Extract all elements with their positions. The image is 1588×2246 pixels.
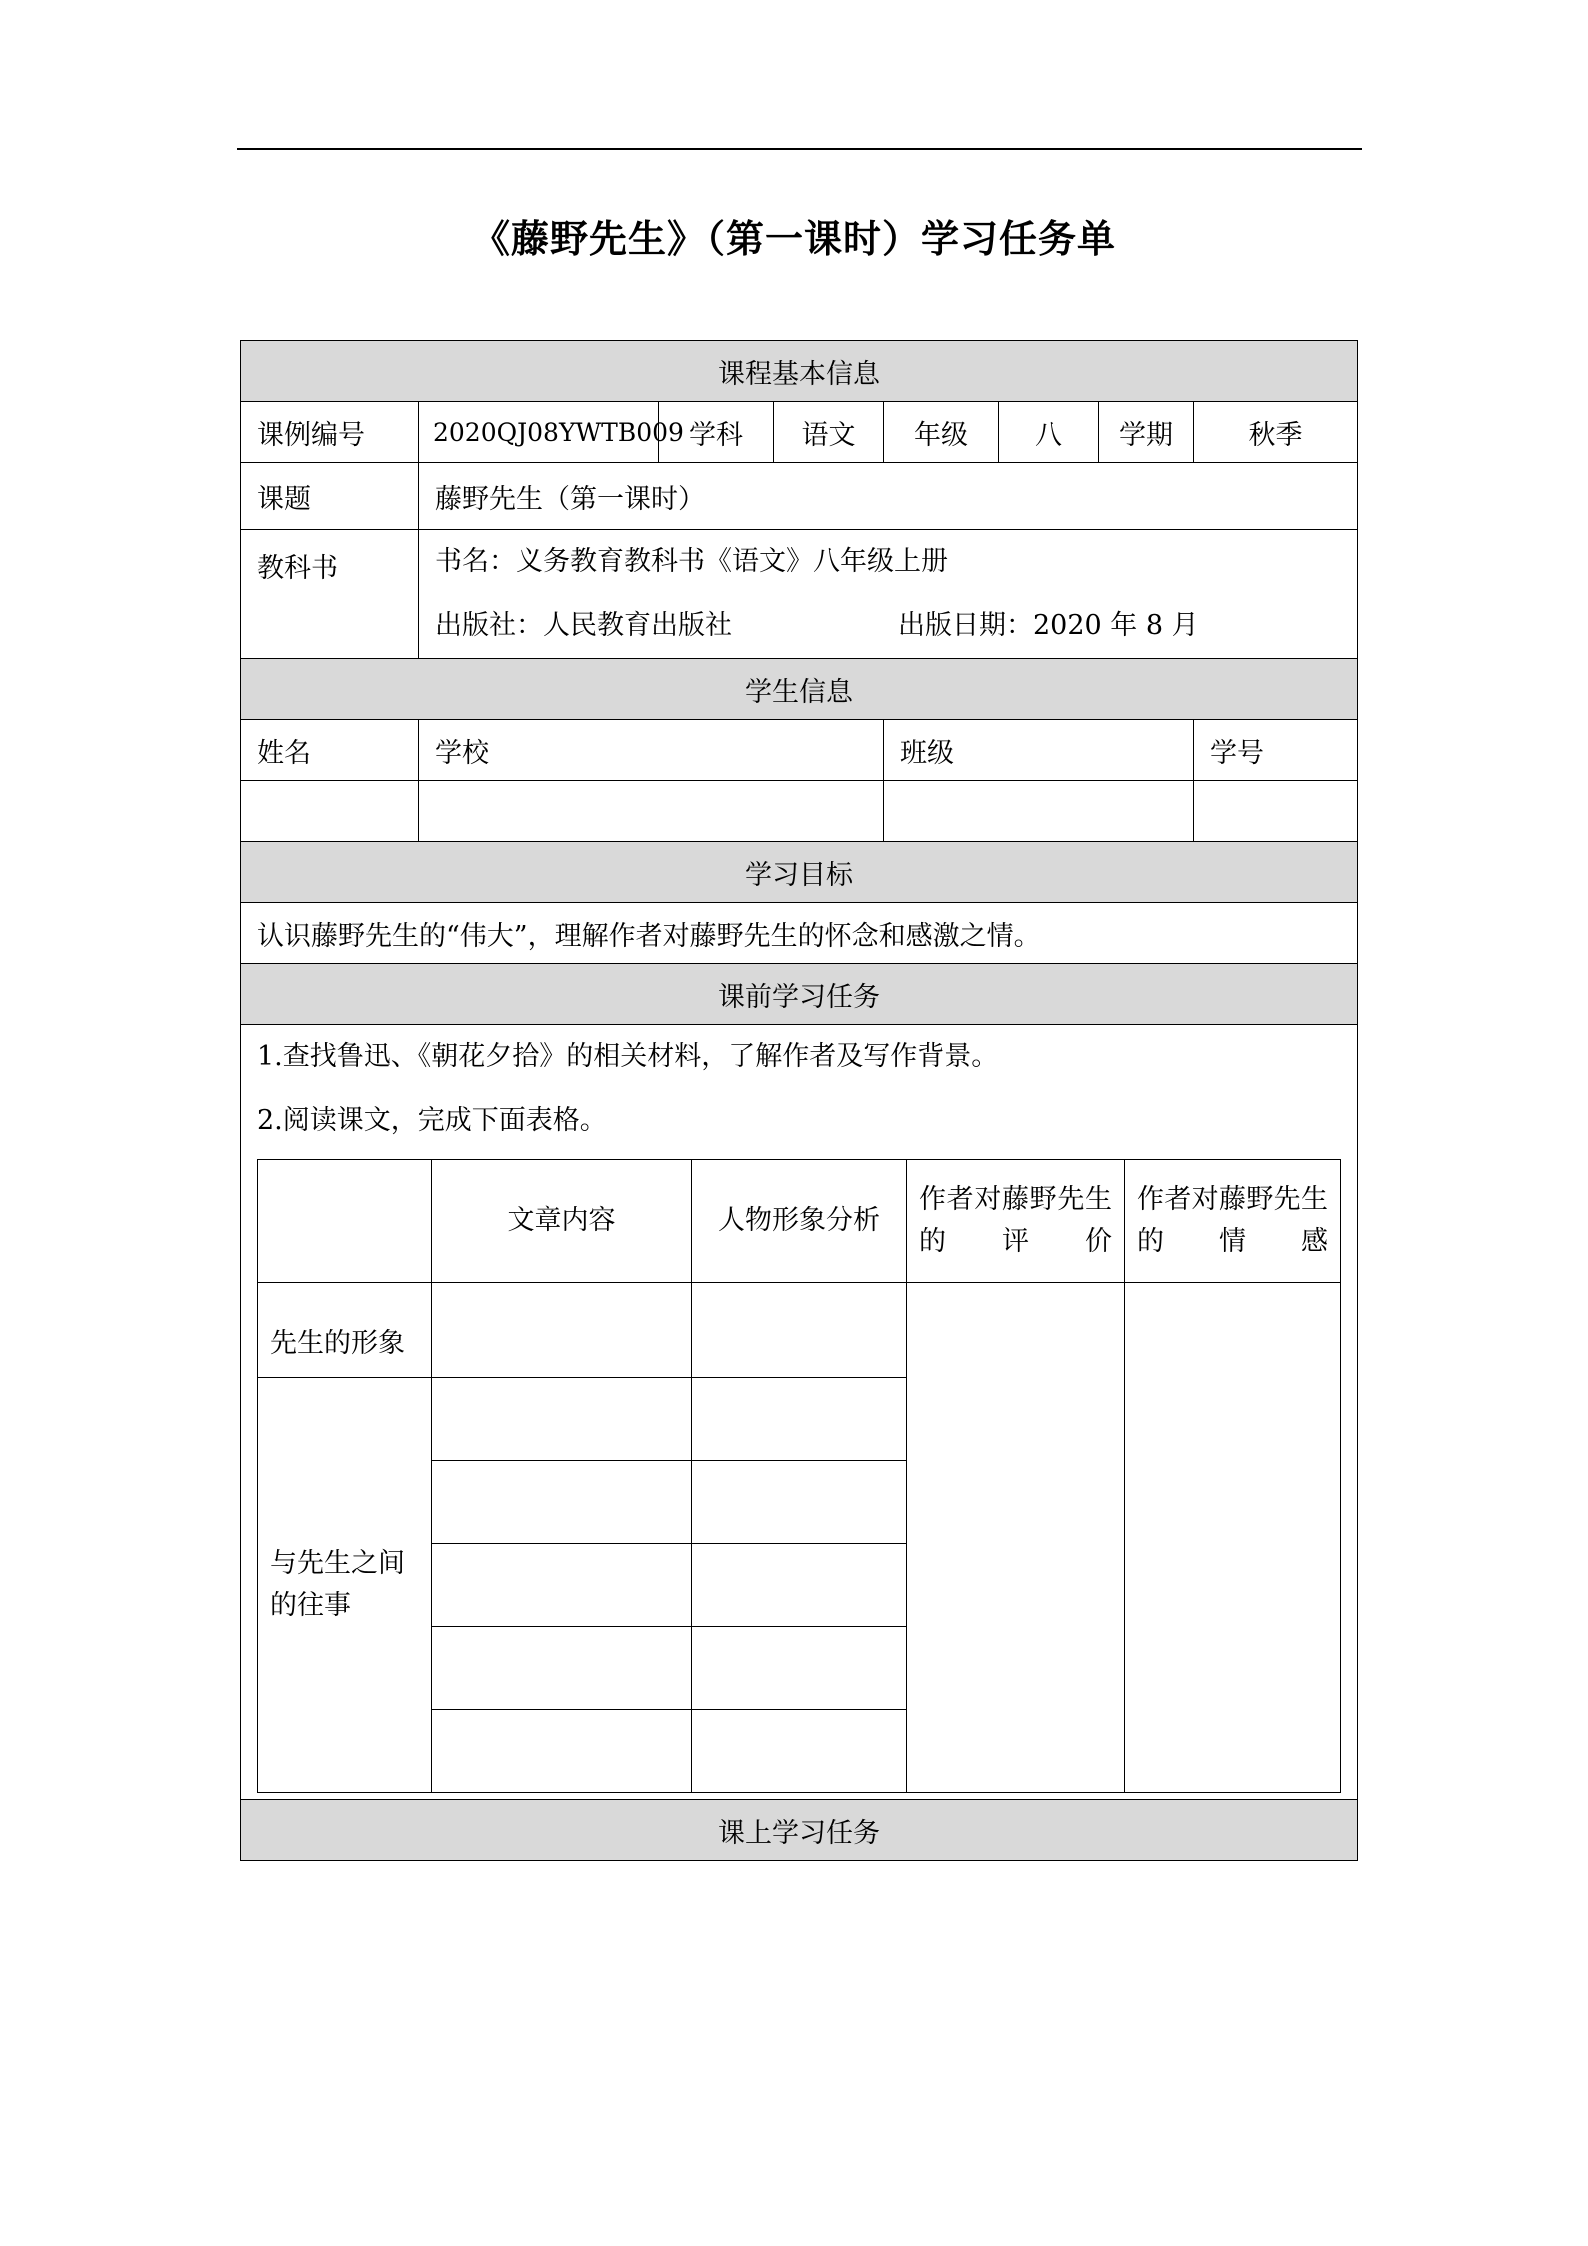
subject-value: 语文	[774, 402, 884, 463]
row-past-events-label: 与先生之间的往事	[258, 1378, 432, 1793]
topic-value: 藤野先生（第一课时）	[419, 463, 1358, 530]
answer-cell-emotion[interactable]	[1125, 1283, 1341, 1793]
student-number-field[interactable]	[1194, 781, 1358, 842]
student-number-label: 学号	[1194, 720, 1358, 781]
reading-analysis-table	[257, 1159, 1341, 1793]
section-learning-goal: 学习目标	[241, 842, 1358, 903]
header-author-emotion: 作者对藤野先生的情感	[1125, 1160, 1341, 1283]
textbook-info	[419, 530, 1358, 659]
page-title: 《藤野先生》（第一课时）学习任务单	[471, 216, 1116, 261]
answer-cell[interactable]	[692, 1710, 907, 1793]
student-name-field[interactable]	[241, 781, 419, 842]
textbook-name: 书名：义务教育教科书《语文》八年级上册	[435, 546, 948, 577]
pre-class-tasks	[241, 1025, 1358, 1800]
task-1-text: 1.查找鲁迅、《朝花夕拾》的相关材料，了解作者及写作背景。	[257, 1041, 999, 1072]
term-value: 秋季	[1194, 402, 1358, 463]
answer-cell[interactable]	[692, 1378, 907, 1461]
header-character-analysis: 人物形象分析	[692, 1160, 907, 1283]
student-school-field[interactable]	[419, 781, 884, 842]
learning-goal-text: 认识藤野先生的“伟大”，理解作者对藤野先生的怀念和感激之情。	[241, 903, 1358, 964]
answer-cell[interactable]	[432, 1544, 692, 1627]
header-author-evaluation: 作者对藤野先生的评价	[907, 1160, 1125, 1283]
topic-label: 课题	[241, 463, 419, 530]
section-course-info: 课程基本信息	[241, 341, 1358, 402]
course-id-label: 课例编号	[241, 402, 419, 463]
student-name-label: 姓名	[241, 720, 419, 781]
answer-cell[interactable]	[692, 1627, 907, 1710]
answer-cell[interactable]	[692, 1283, 907, 1378]
header-blank-cell	[258, 1160, 432, 1283]
student-class-field[interactable]	[884, 781, 1194, 842]
task-sheet-table	[240, 340, 1358, 1861]
answer-cell[interactable]	[432, 1627, 692, 1710]
header-rule	[237, 148, 1362, 150]
section-in-class-tasks: 课上学习任务	[241, 1800, 1358, 1861]
answer-cell[interactable]	[692, 1544, 907, 1627]
task-2-text: 2.阅读课文，完成下面表格。	[257, 1105, 607, 1136]
publish-date: 出版日期：2020 年 8 月	[898, 610, 1199, 641]
answer-cell[interactable]	[692, 1461, 907, 1544]
header-content: 文章内容	[432, 1160, 692, 1283]
grade-label: 年级	[884, 402, 999, 463]
section-student-info: 学生信息	[241, 659, 1358, 720]
section-pre-class-tasks: 课前学习任务	[241, 964, 1358, 1025]
textbook-publish-line	[419, 594, 1357, 658]
term-label: 学期	[1099, 402, 1194, 463]
subject-label: 学科	[659, 402, 774, 463]
answer-cell[interactable]	[432, 1710, 692, 1793]
publisher: 出版社：人民教育出版社	[435, 610, 732, 641]
answer-cell-evaluation[interactable]	[907, 1283, 1125, 1793]
textbook-label: 教科书	[241, 530, 419, 659]
student-school-label: 学校	[419, 720, 884, 781]
answer-cell[interactable]	[432, 1378, 692, 1461]
answer-cell[interactable]	[432, 1461, 692, 1544]
grade-value: 八	[999, 402, 1099, 463]
course-id-value: 2020QJ08YWTB009	[419, 402, 659, 463]
student-class-label: 班级	[884, 720, 1194, 781]
row-teacher-image-label: 先生的形象	[258, 1283, 432, 1378]
answer-cell[interactable]	[432, 1283, 692, 1378]
